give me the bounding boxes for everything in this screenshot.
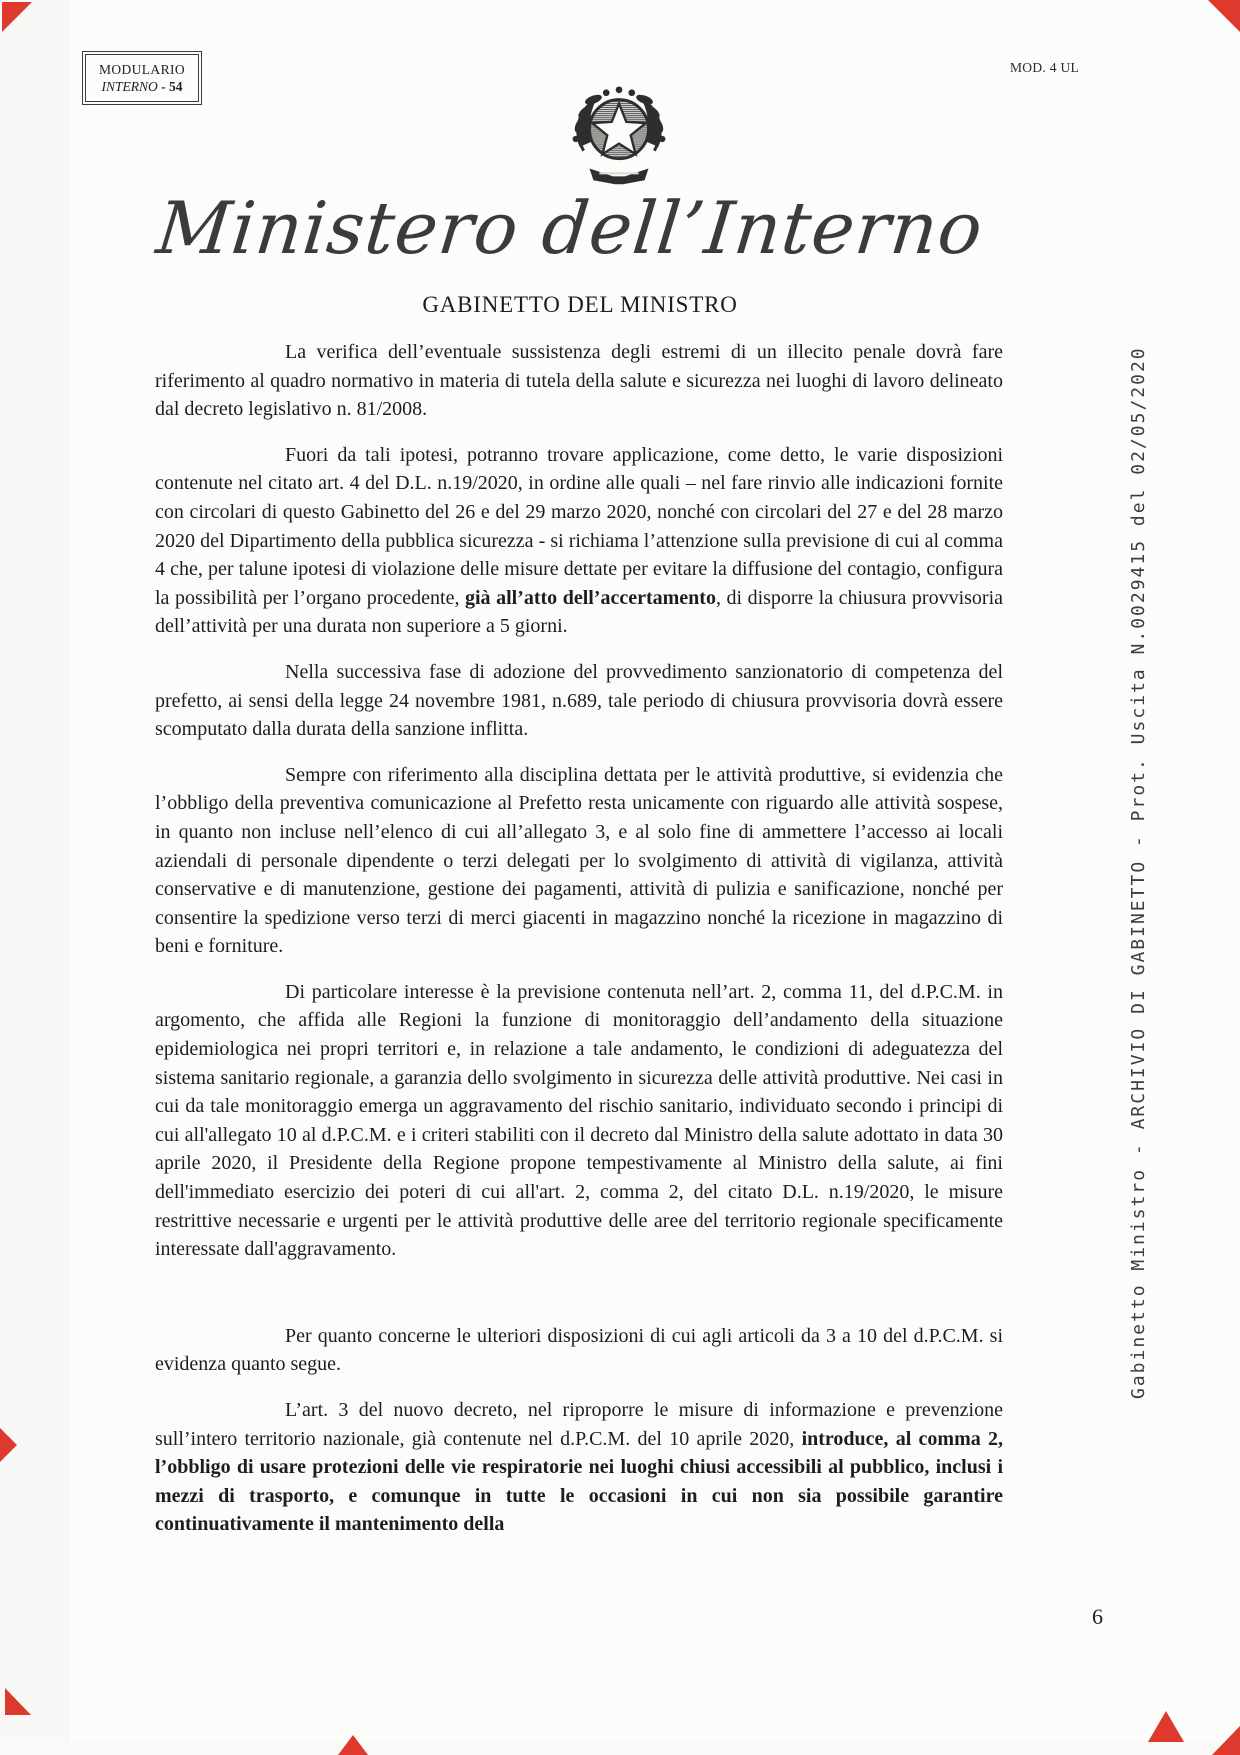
protocol-sidebar-text: Gabinetto Ministro - ARCHIVIO DI GABINETTO - Prot. Uscita N.0029415 del 02/05/2020	[1128, 346, 1149, 1399]
paragraph-segment: L’art. 3 del nuovo decreto, nel riproporre le misure di informazione e prevenzione sull’intero territorio nazionale, già contenute nel d.P.C.M. del 10 aprile 2020,	[155, 1399, 1003, 1450]
paragraph-segment: Per quanto concerne le ulteriori disposizioni di cui agli articoli da 3 a 10 del d.P.C.M. si evidenza quanto segue.	[155, 1324, 1003, 1376]
page-number: 6	[1092, 1604, 1103, 1629]
red-edge-mark-bottom-right-inner	[1148, 1711, 1184, 1742]
scan-edge-shadow-bottom	[0, 1742, 1240, 1755]
italy-emblem-icon	[560, 78, 678, 196]
model-reference: MOD. 4 UL	[1010, 60, 1080, 75]
paragraph-segment: Di particolare interesse è la previsione contenuta nell’art. 2, comma 11, del d.P.C.M. in argomento, che affida alle Regioni la funzione di monitoraggio dell’andamento della situazione epidemiologica nei propri territori e, in relazione a tale andamento, le condizioni di adeguatezza del sistema sanitario regionale, a garanzia dello svolgimento in sicurezza delle attività produttive. Nei casi in cui da tale monitoraggio emerga un aggravamento del rischio sanitario, individuato secondo i principi di cui all'allegato 10 al d.P.C.M. e i criteri stabiliti con il decreto dal Ministro della salute adottato in data 30 aprile 2020, il Presidente della Regione propone tempestivamente al Ministro della salute, ai fini dell'immediato esercizio dei poteri di cui all'art. 2, comma 2, del citato D.L. n.19/2020, le misure restrittive necessarie e urgenti per le attività produttive delle aree del territorio regionale specificamente interessate dall'aggravamento.	[155, 980, 1003, 1261]
modulario-series-number: - 54	[157, 78, 183, 94]
paragraph-segment: Sempre con riferimento alla disciplina dettata per le attività produttive, si evidenzia che l’obbligo della preventiva comunicazione al Prefetto resta unicamente con riguardo alle attività sospese, in quanto non incluse nell’elenco di cui all’allegato 3, e al solo fine di ammettere l’accesso ai locali aziendali di personale dipendente o terzi delegati per lo svolgimento di attività di vigilanza, attività conservative e di manutenzione, gestione dei pagamenti, attività di pulizia e sanificazione, nonché per consentire la spedizione verso terzi di merci giacenti in magazzino nonché la ricezione in magazzino di beni e forniture.	[155, 763, 1003, 958]
paragraph	[155, 1396, 1003, 1539]
modulario-series	[101, 79, 182, 95]
paragraph-bold-segment: già all’atto dell’accertamento	[464, 586, 716, 609]
ministry-script-title: Ministero dell’Interno	[152, 186, 988, 270]
body-text	[155, 338, 1003, 1556]
paragraph-segment: Nella successiva fase di adozione del provvedimento sanzionatorio di competenza del prefetto, ai sensi della legge 24 novembre 1981, n.689, tale periodo di chiusura provvisoria dovrà essere scomputato dalla durata della sanzione inflitta.	[155, 660, 1003, 741]
paragraph	[155, 658, 1003, 744]
scan-edge-shadow-left	[0, 0, 70, 1755]
modulario-series-name: INTERNO	[101, 78, 158, 94]
paragraph-segment: La verifica dell’eventuale sussistenza degli estremi di un illecito penale dovrà fare riferimento al quadro normativo in materia di tutela della salute e sicurezza nei luoghi di lavoro delineato dal decreto legislativo n. 81/2008.	[155, 341, 1003, 421]
modulario-label: MODULARIO	[98, 61, 186, 77]
red-corner-mark-top-right	[1208, 0, 1240, 32]
paragraph	[155, 978, 1003, 1264]
paragraph	[155, 1322, 1003, 1379]
paragraph-segment: , di disporre la chiusura provvisoria dell’attività per una durata non superiore a 5 giorni.	[155, 586, 1003, 638]
paragraph	[155, 441, 1003, 641]
paragraph	[155, 338, 1003, 424]
paragraph	[155, 761, 1003, 961]
paragraph-segment: Fuori da tali ipotesi, potranno trovare applicazione, come detto, le varie disposizioni contenute nel citato art. 4 del D.L. n.19/2020, in ordine alle quali – nel fare rinvio alle indicazioni fornite con circolari di questo Gabinetto del 26 e del 29 marzo 2020, nonché con circolari del 27 e del 28 marzo 2020 del Dipartimento della pubblica sicurezza - si richiama l’attenzione sulla previsione di cui al comma 4 che, per talune ipotesi di violazione delle misure dettate per evitare la diffusione del contagio, configura la possibilità per l’organo procedente,	[155, 443, 1003, 609]
office-title: GABINETTO DEL MINISTRO	[422, 292, 738, 317]
paragraph-bold-segment: introduce, al comma 2, l’obbligo di usare protezioni delle vie respiratorie nei luoghi chiusi accessibili al pubblico, inclusi i mezzi di trasporto, e comunque in tutte le occasioni in cui non sia possibile garantire continuativamente il mantenimento della	[155, 1427, 1004, 1536]
modulario-stamp-box	[85, 54, 199, 102]
